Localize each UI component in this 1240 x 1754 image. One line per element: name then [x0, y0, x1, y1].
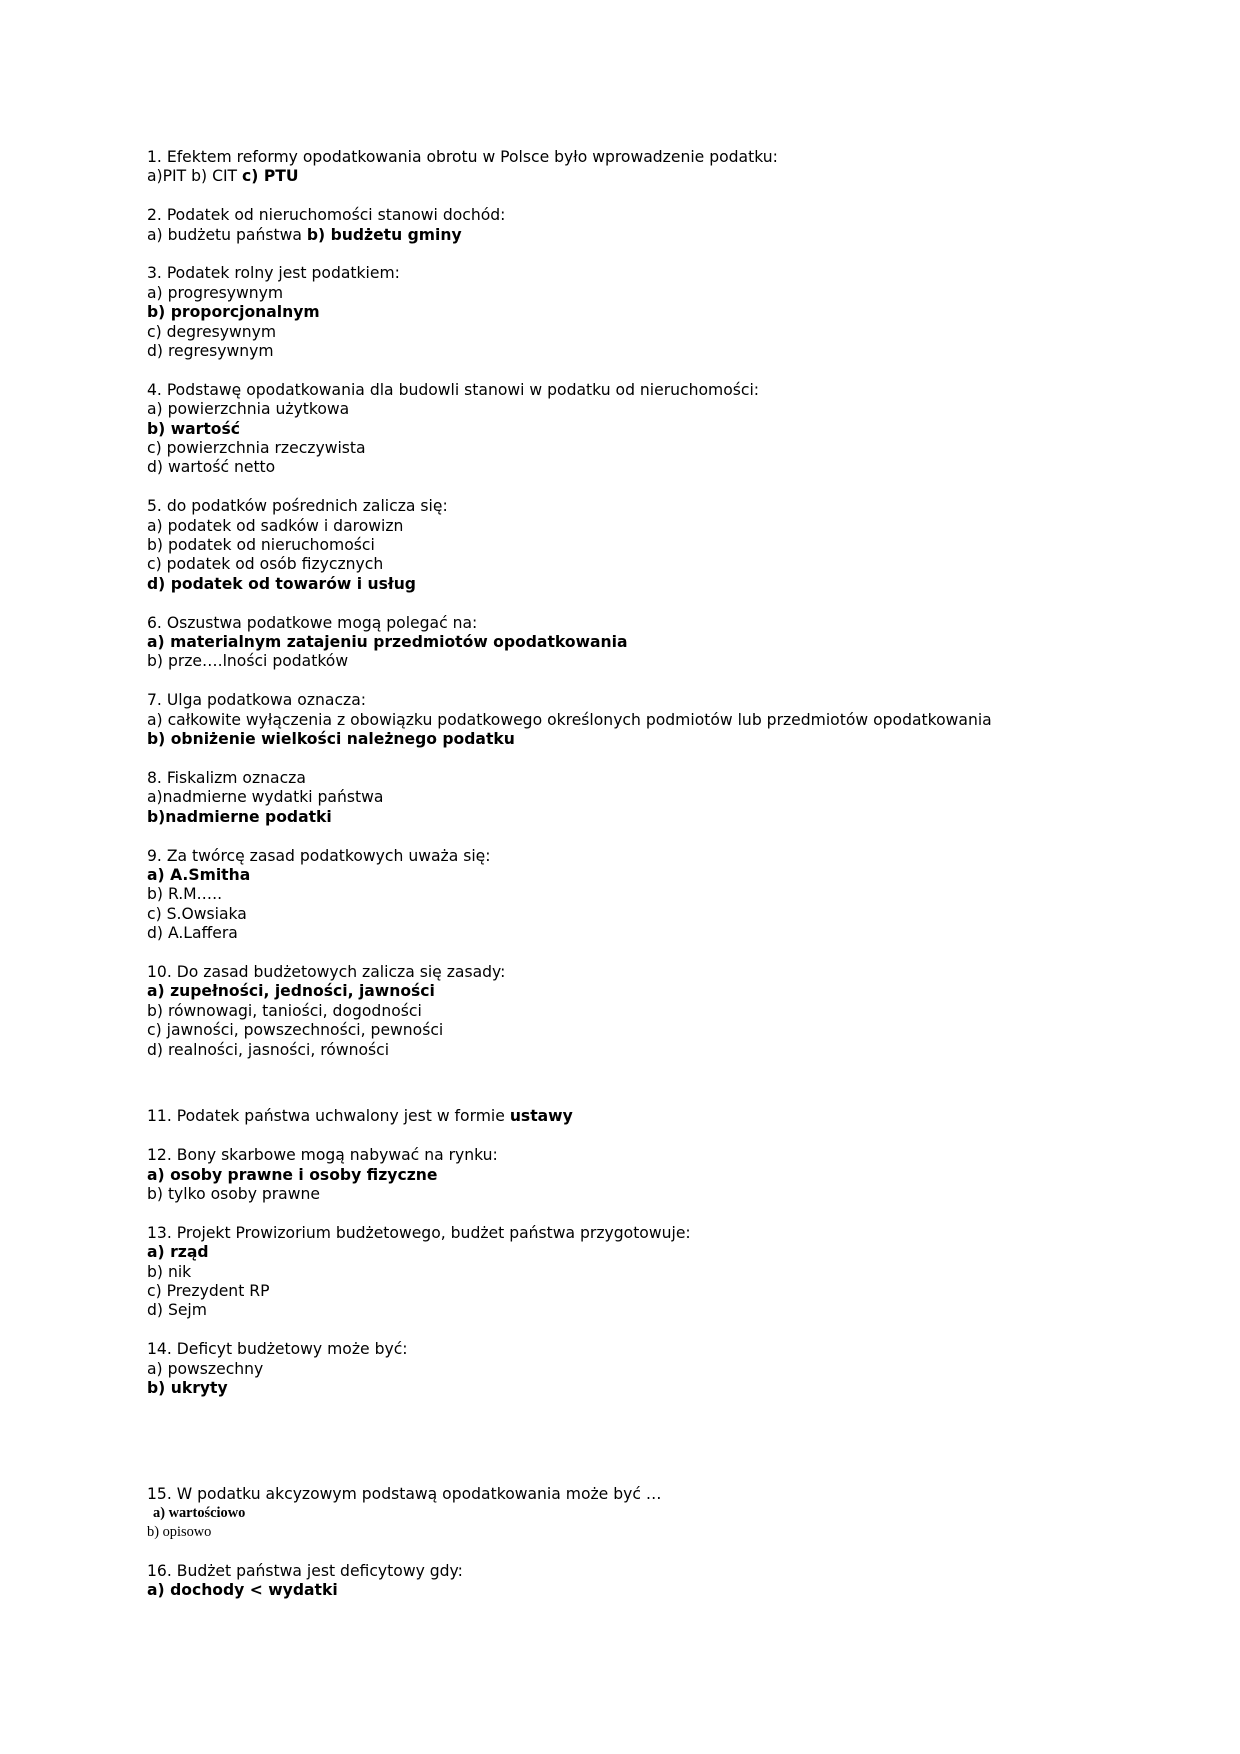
- correct-answer: b) budżetu gminy: [306, 225, 462, 244]
- correct-answer: b) proporcjonalnym: [147, 303, 320, 322]
- answer-option: a) wartościowo: [153, 1505, 246, 1522]
- question-text: 6. Oszustwa podatkowe mogą polegać na:: [147, 613, 478, 632]
- answer-option: c) podatek od osób fizycznych: [147, 555, 384, 574]
- question-14: [147, 1340, 1147, 1398]
- question-text: 9. Za twórcę zasad podatkowych uważa się:: [147, 846, 491, 865]
- answer-option: c) degresywnym: [147, 322, 277, 341]
- answer-options-plain: a)PIT b) CIT: [147, 167, 243, 186]
- answer-option: a) powszechny: [147, 1359, 264, 1378]
- question-text: 5. do podatków pośrednich zalicza się:: [147, 497, 448, 516]
- document-body: [147, 148, 1147, 1620]
- question-text: 15. W podatku akcyzowym podstawą opodatkowania może być …: [147, 1484, 662, 1503]
- question-text: [147, 1107, 1147, 1126]
- correct-answer: b) wartość: [147, 419, 241, 438]
- answer-line: [147, 226, 1147, 245]
- question-16: [147, 1562, 1147, 1601]
- spacer: [147, 1079, 1147, 1107]
- answer-option: a)nadmierne wydatki państwa: [147, 788, 384, 807]
- correct-answer: a) A.Smitha: [147, 865, 251, 884]
- question-3: [147, 264, 1147, 361]
- answer-option: d) realności, jasności, równości: [147, 1040, 390, 1059]
- answer-option: a) całkowite wyłączenia z obowiązku podatkowego określonych podmiotów lub przedmiotów opodatkowania: [147, 710, 992, 729]
- answer-option: d) Sejm: [147, 1301, 207, 1320]
- answer-option: c) Prezydent RP: [147, 1281, 270, 1300]
- answer-option: b) prze….lności podatków: [147, 652, 349, 671]
- correct-answer: b)nadmierne podatki: [147, 807, 332, 826]
- answer-option: b) opisowo: [147, 1524, 212, 1541]
- answer-option: b) nik: [147, 1262, 192, 1281]
- question-text: 14. Deficyt budżetowy może być:: [147, 1340, 408, 1359]
- spacer: [147, 1418, 1147, 1485]
- correct-answer: ustawy: [509, 1107, 573, 1126]
- correct-answer: a) zupełności, jedności, jawności: [147, 982, 435, 1001]
- question-4: [147, 381, 1147, 478]
- correct-answer: a) rząd: [147, 1243, 209, 1262]
- answer-option: a) progresywnym: [147, 283, 284, 302]
- answer-option: c) powierzchnia rzeczywista: [147, 439, 366, 458]
- answer-option: a) powierzchnia użytkowa: [147, 400, 350, 419]
- question-11: [147, 1107, 1147, 1126]
- correct-answer: c) PTU: [242, 167, 299, 186]
- question-15: [147, 1485, 1147, 1542]
- question-text: 12. Bony skarbowe mogą nabywać na rynku:: [147, 1146, 498, 1165]
- answer-option: d) A.Laffera: [147, 924, 238, 943]
- correct-answer: b) obniżenie wielkości należnego podatku: [147, 730, 515, 749]
- question-text: 1. Efektem reformy opodatkowania obrotu w Polsce było wprowadzenie podatku:: [147, 148, 778, 166]
- question-text: 7. Ulga podatkowa oznacza:: [147, 691, 367, 710]
- question-text: 16. Budżet państwa jest deficytowy gdy:: [147, 1561, 463, 1580]
- correct-answer: a) dochody < wydatki: [147, 1580, 338, 1599]
- question-12: [147, 1146, 1147, 1204]
- answer-option: b) podatek od nieruchomości: [147, 536, 375, 555]
- answer-option: a) podatek od sadków i darowizn: [147, 516, 404, 535]
- question-text: 8. Fiskalizm oznacza: [147, 768, 306, 787]
- question-5: [147, 497, 1147, 594]
- correct-answer: a) materialnym zatajeniu przedmiotów opodatkowania: [147, 633, 628, 652]
- answer-option: b) R.M.….: [147, 885, 223, 904]
- question-text: 13. Projekt Prowizorium budżetowego, budżet państwa przygotowuje:: [147, 1223, 691, 1242]
- correct-answer: b) ukryty: [147, 1378, 228, 1397]
- question-6: [147, 614, 1147, 672]
- answer-option: d) wartość netto: [147, 458, 276, 477]
- question-text: 10. Do zasad budżetowych zalicza się zasady:: [147, 962, 506, 981]
- answer-options-plain: a) budżetu państwa: [147, 225, 307, 244]
- question-7: [147, 691, 1147, 749]
- question-1: [147, 148, 1147, 187]
- answer-option: c) jawności, powszechności, pewności: [147, 1021, 444, 1040]
- answer-option: c) S.Owsiaka: [147, 904, 247, 923]
- answer-option: d) regresywnym: [147, 342, 274, 361]
- answer-option: b) tylko osoby prawne: [147, 1184, 320, 1203]
- question-text-plain: 11. Podatek państwa uchwalony jest w formie: [147, 1107, 510, 1126]
- correct-answer: a) osoby prawne i osoby fizyczne: [147, 1165, 438, 1184]
- question-text: 2. Podatek od nieruchomości stanowi dochód:: [147, 206, 506, 225]
- question-13: [147, 1224, 1147, 1321]
- question-10: [147, 963, 1147, 1060]
- correct-answer: d) podatek od towarów i usług: [147, 574, 416, 593]
- question-8: [147, 769, 1147, 827]
- question-9: [147, 847, 1147, 944]
- question-2: [147, 206, 1147, 245]
- answer-line: [147, 167, 1147, 186]
- answer-option: b) równowagi, taniości, dogodności: [147, 1001, 422, 1020]
- question-text: 3. Podatek rolny jest podatkiem:: [147, 264, 400, 283]
- question-text: 4. Podstawę opodatkowania dla budowli stanowi w podatku od nieruchomości:: [147, 380, 760, 399]
